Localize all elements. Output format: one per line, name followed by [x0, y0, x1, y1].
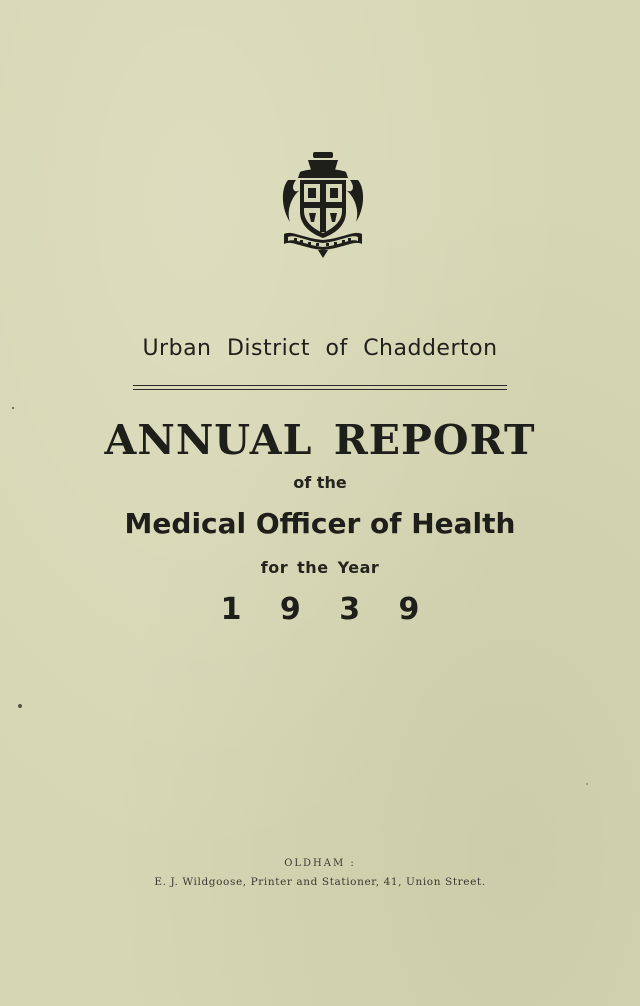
- of-the-text: of the: [293, 473, 347, 492]
- report-year: 1 9 3 9: [220, 592, 434, 627]
- paper-speck: [18, 704, 22, 708]
- paper-speck: [12, 407, 14, 409]
- paper-speck: [586, 783, 588, 785]
- officer-title: Medical Officer of Health: [124, 507, 516, 540]
- coat-of-arms-icon: [278, 150, 368, 260]
- divider-rule-bottom: [133, 389, 507, 390]
- divider-rule-top: [133, 385, 507, 386]
- for-the-year-text: for the Year: [260, 558, 380, 577]
- imprint-place: OLDHAM :: [284, 858, 356, 869]
- report-title: ANNUAL REPORT: [104, 416, 536, 464]
- district-name: Urban District of Chadderton: [142, 336, 498, 361]
- imprint-printer: E. J. Wildgoose, Printer and Stationer, 41, Union Street.: [154, 876, 486, 888]
